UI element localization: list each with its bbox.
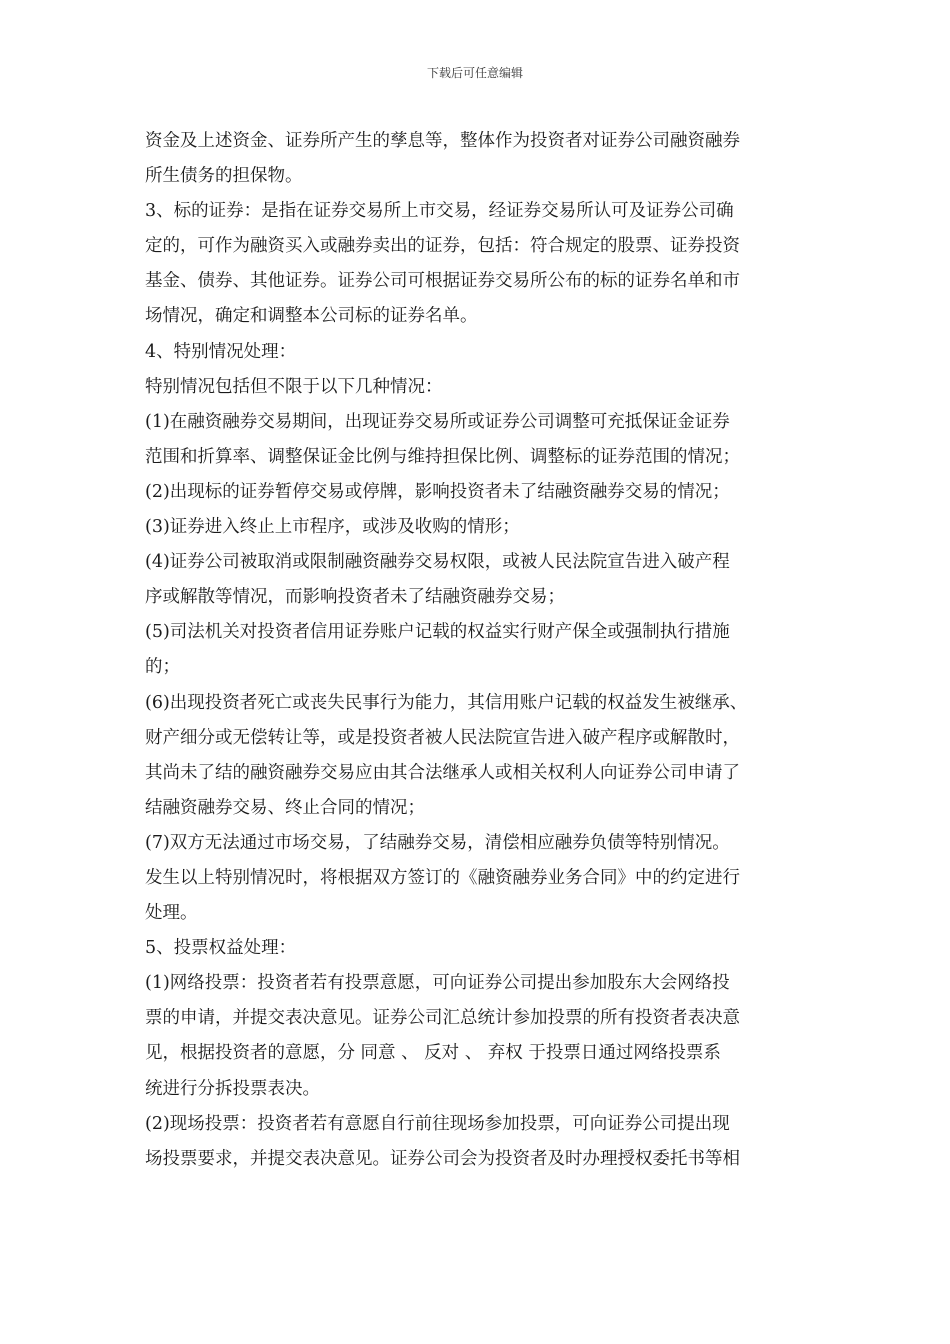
text-line: 的；	[145, 657, 180, 678]
text-line: 见，根据投资者的意愿，分 同意 、 反对 、 弃权 于投票日通过网络投票系	[145, 1043, 721, 1064]
text-line: 处理。	[145, 903, 198, 924]
text-line: 3、标的证券：是指在证券交易所上市交易，经证券交易所认可及证券公司确	[145, 201, 734, 222]
text-line: (2)现场投票：投资者若有意愿自行前往现场参加投票，可向证券公司提出现	[145, 1113, 730, 1134]
text-line: 发生以上特别情况时，将根据双方签订的《融资融券业务合同》中的约定进行	[145, 867, 740, 888]
text-line: (3)证券进入终止上市程序，或涉及收购的情形；	[145, 517, 520, 538]
text-line: 基金、债券、其他证券。证券公司可根据证券交易所公布的标的证券名单和市	[145, 271, 740, 292]
text-line: (1)在融资融券交易期间，出现证券交易所或证券公司调整可充抵保证金证券	[145, 411, 730, 432]
text-line: 特别情况包括但不限于以下几种情况：	[145, 376, 443, 397]
text-line: 4、特别情况处理：	[145, 341, 297, 362]
text-line: 财产细分或无偿转让等，或是投资者被人民法院宣告进入破产程序或解散时，	[145, 727, 740, 748]
text-line: 其尚未了结的融资融券交易应由其合法继承人或相关权利人向证券公司申请了	[145, 762, 740, 783]
text-line: (6)出现投资者死亡或丧失民事行为能力，其信用账户记载的权益发生被继承、	[145, 692, 748, 713]
text-line: (5)司法机关对投资者信用证券账户记载的权益实行财产保全或强制执行措施	[145, 622, 730, 643]
text-line: 5、投票权益处理：	[145, 938, 297, 959]
text-line: 场情况，确定和调整本公司标的证券名单。	[145, 306, 478, 327]
text-line: 所生债务的担保物。	[145, 166, 303, 187]
text-line: 统进行分拆投票表决。	[145, 1078, 320, 1099]
text-line: 票的申请，并提交表决意见。证券公司汇总统计参加投票的所有投资者表决意	[145, 1008, 740, 1029]
document-body	[145, 124, 825, 1177]
text-line: (7)双方无法通过市场交易，了结融券交易，清偿相应融券负债等特别情况。	[145, 832, 730, 853]
page-header: 下载后可任意编辑	[426, 66, 523, 80]
text-line: 场投票要求，并提交表决意见。证券公司会为投资者及时办理授权委托书等相	[145, 1148, 740, 1169]
text-line: 范围和折算率、调整保证金比例与维持担保比例、调整标的证券范围的情况；	[145, 446, 740, 467]
text-line: (2)出现标的证券暂停交易或停牌，影响投资者未了结融资融券交易的情况；	[145, 481, 730, 502]
text-line: 资金及上述资金、证券所产生的孳息等，整体作为投资者对证券公司融资融券	[145, 131, 740, 151]
text-line: 结融资融券交易、终止合同的情况；	[145, 797, 425, 818]
text-line: (1)网络投票：投资者若有投票意愿，可向证券公司提出参加股东大会网络投	[145, 973, 730, 994]
text-line: 定的，可作为融资买入或融券卖出的证券，包括：符合规定的股票、证券投资	[145, 236, 740, 257]
text-line: 序或解散等情况，而影响投资者未了结融资融券交易；	[145, 587, 565, 608]
text-line: (4)证券公司被取消或限制融资融券交易权限，或被人民法院宣告进入破产程	[145, 552, 730, 573]
